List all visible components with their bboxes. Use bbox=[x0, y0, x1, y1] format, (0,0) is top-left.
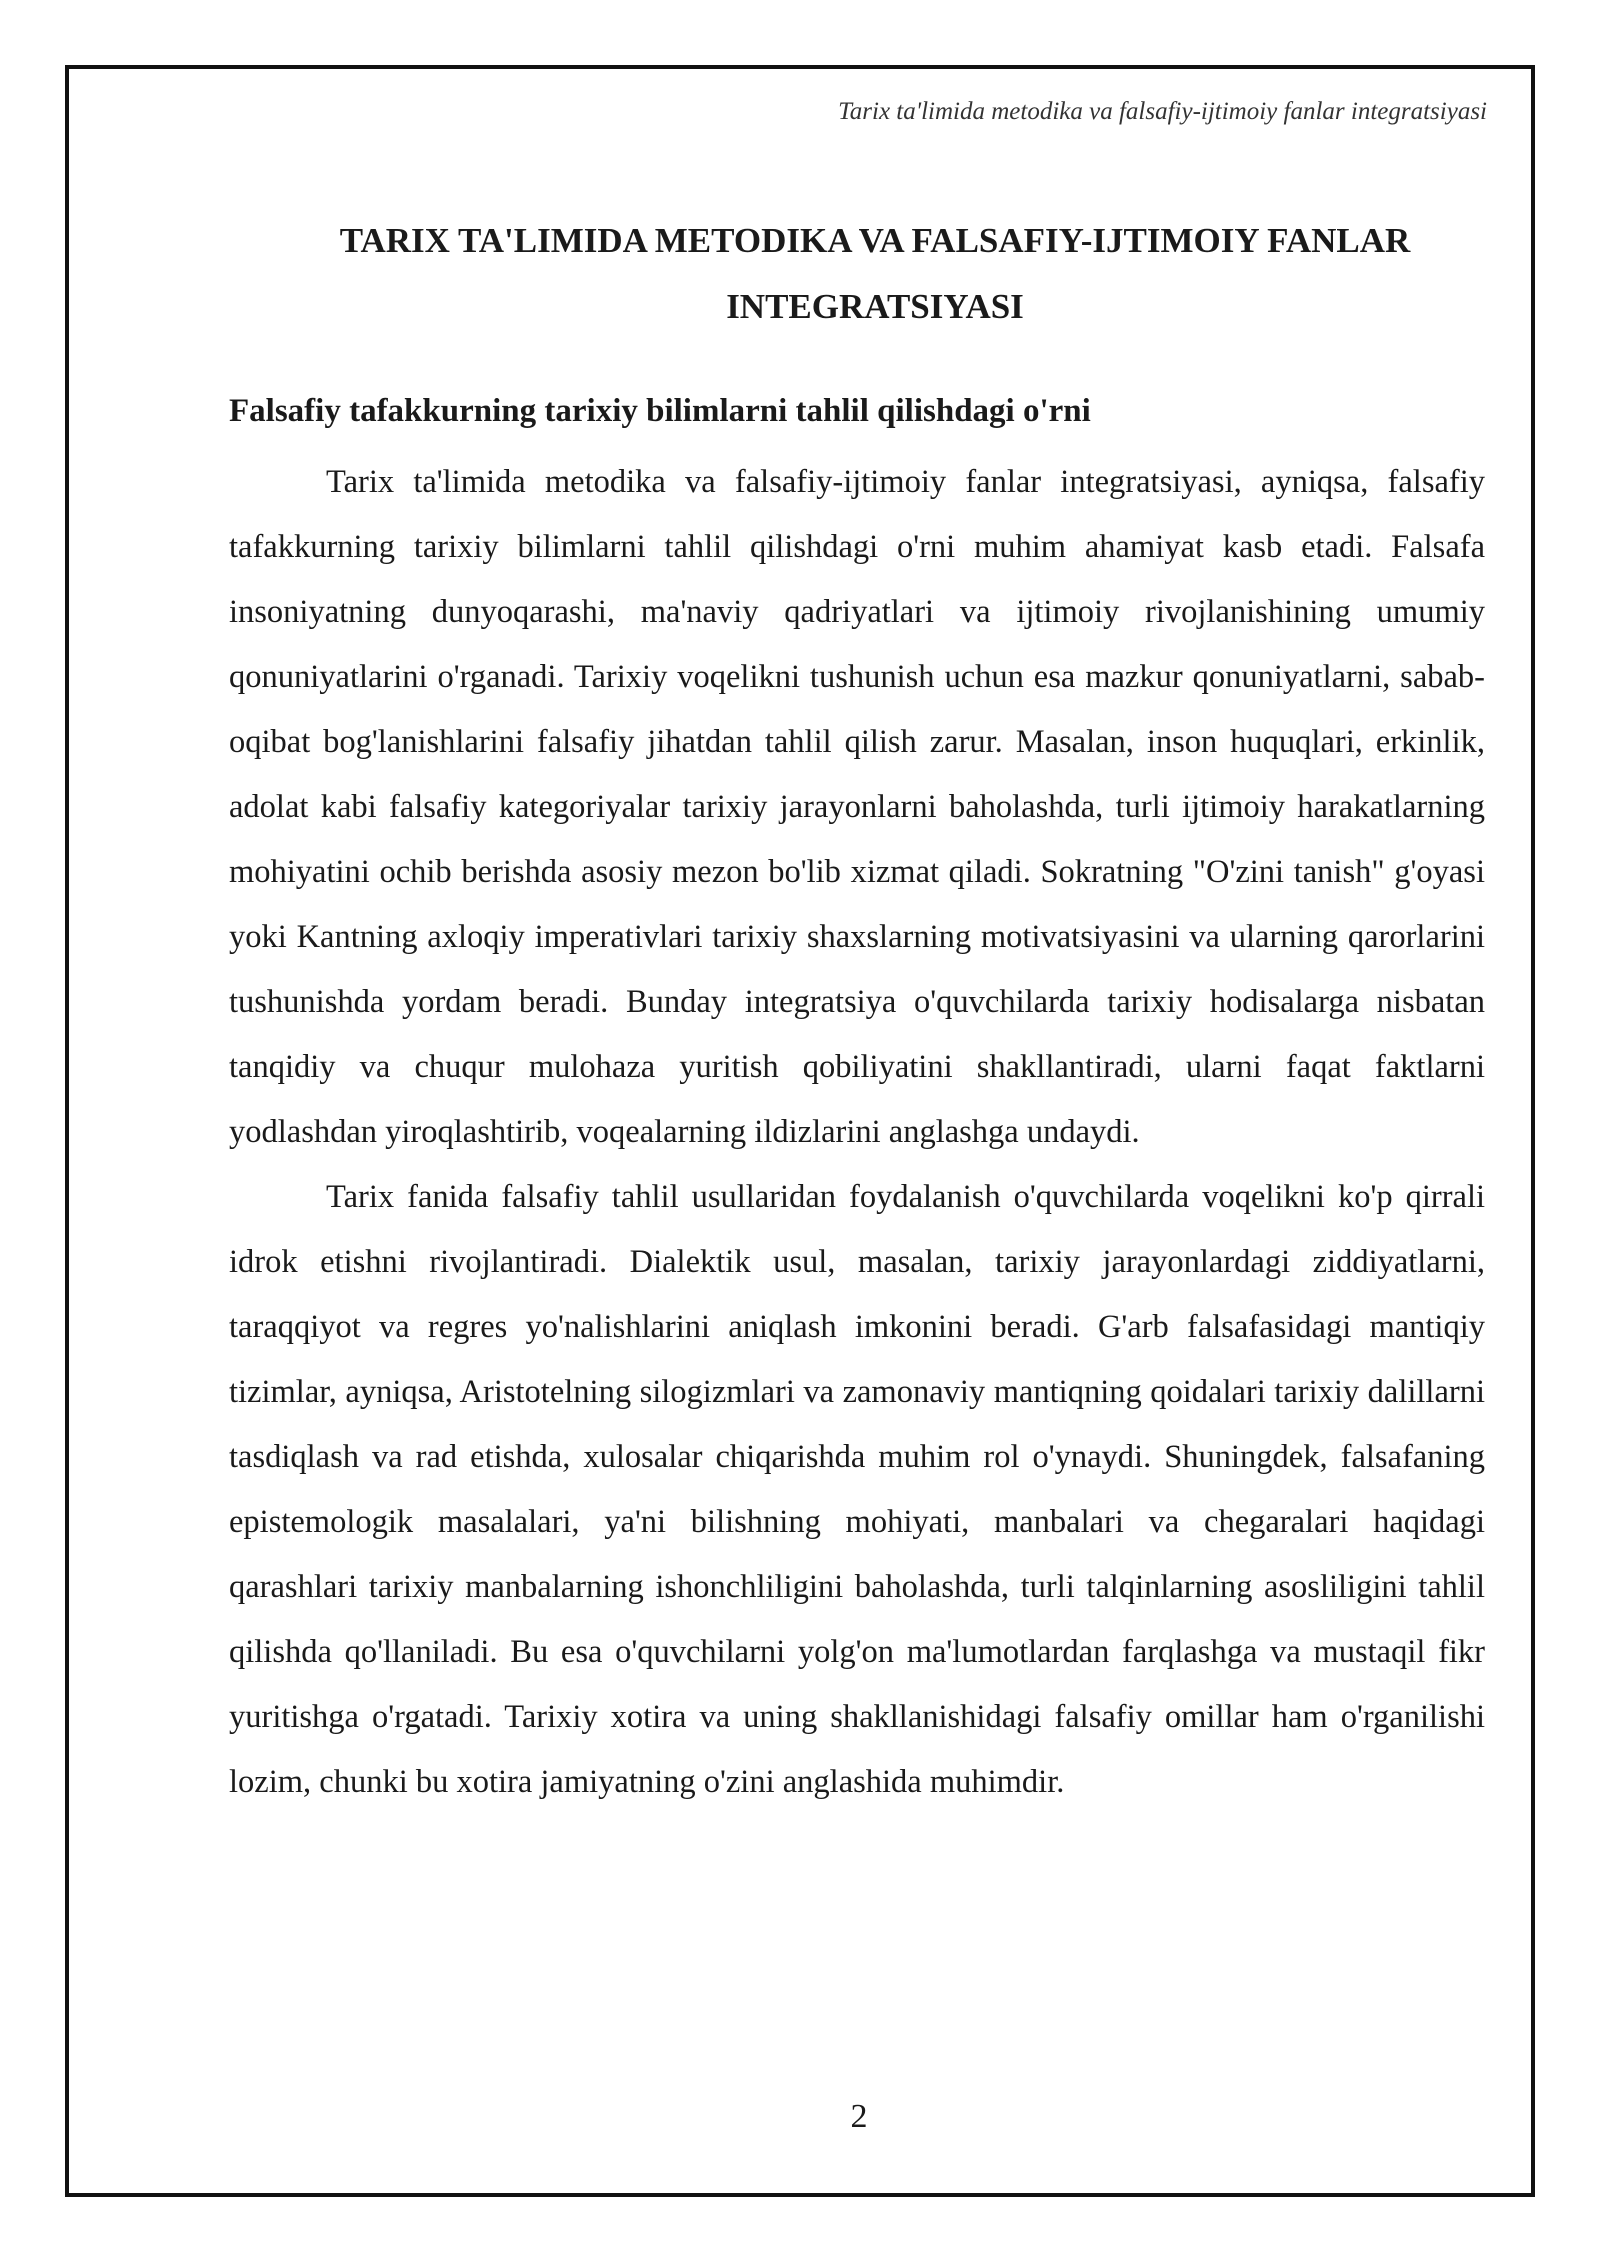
page-number: 2 bbox=[850, 2098, 868, 2135]
section-heading: Falsafiy tafakkurning tarixiy bilimlarni tahlil qilishdagi o'rni bbox=[229, 393, 1091, 429]
body-paragraph-1: Tarix ta'limida metodika va falsafiy-ijtimoiy fanlar integratsiyasi, ayniqsa, falsafiy tafakkurning tarixiy bilimlarni tahlil qilishdagi o'rni muhim ahamiyat kasb etadi. Falsafa insoniyatning dunyoqarashi, ma'naviy qadriyatlari va ijtimoiy rivojlanishining umumiy qonuniyatlarini o'rganadi. Tarixiy voqelikni tushunish uchun esa mazkur qonuniyatlarni, sabab-oqibat bog'lanishlarini falsafiy jihatdan tahlil qilish zarur. Masalan, inson huquqlari, erkinlik, adolat kabi falsafiy kategoriyalar tarixiy jarayonlarni baholashda, turli ijtimoiy harakatlarning mohiyatini ochib berishda asosiy mezon bo'lib xizmat qiladi. Sokratning "O'zini tanish" g'oyasi yoki Kantning axloqiy imperativlari tarixiy shaxslarning motivatsiyasini va ularning qarorlarini tushunishda yordam beradi. Bunday integratsiya o'quvchilarda tarixiy hodisalarga nisbatan tanqidiy va chuqur mulohaza yuritish qobiliyatini shakllantiradi, ularni faqat faktlarni yodlashdan yiroqlashtirib, voqealarning ildizlarini anglashga undaydi. bbox=[229, 464, 1485, 1150]
body-paragraph-2: Tarix fanida falsafiy tahlil usullaridan foydalanish o'quvchilarda voqelikni ko'p qirrali idrok etishni rivojlantiradi. Dialektik usul, masalan, tarixiy jarayonlardagi ziddiyatlarni, taraqqiyot va regres yo'nalishlarini aniqlash imkonini beradi. G'arb falsafasidagi mantiqiy tizimlar, ayniqsa, Aristotelning silogizmlari va zamonaviy mantiqning qoidalari tarixiy dalillarni tasdiqlash va rad etishda, xulosalar chiqarishda muhim rol o'ynaydi. Shuningdek, falsafaning epistemologik masalalari, ya'ni bilishning mohiyati, manbalari va chegaralari haqidagi qarashlari tarixiy manbalarning ishonchliligini baholashda, turli talqinlarning asosliligini tahlil qilishda qo'llaniladi. Bu esa o'quvchilarni yolg'on ma'lumotlardan farqlashga va mustaqil fikr yuritishga o'rgatadi. Tarixiy xotira va uning shakllanishidagi falsafiy omillar ham o'rganilishi lozim, chunki bu xotira jamiyatning o'zini anglashida muhimdir. bbox=[229, 1179, 1485, 1800]
running-header: Tarix ta'limida metodika va falsafiy-ijtimoiy fanlar integratsiyasi bbox=[838, 98, 1487, 125]
document-title: TARIX TA'LIMIDA METODIKA VA FALSAFIY-IJTIMOIY FANLAR INTEGRATSIYASI bbox=[339, 221, 1411, 326]
document-body bbox=[229, 208, 1485, 1815]
